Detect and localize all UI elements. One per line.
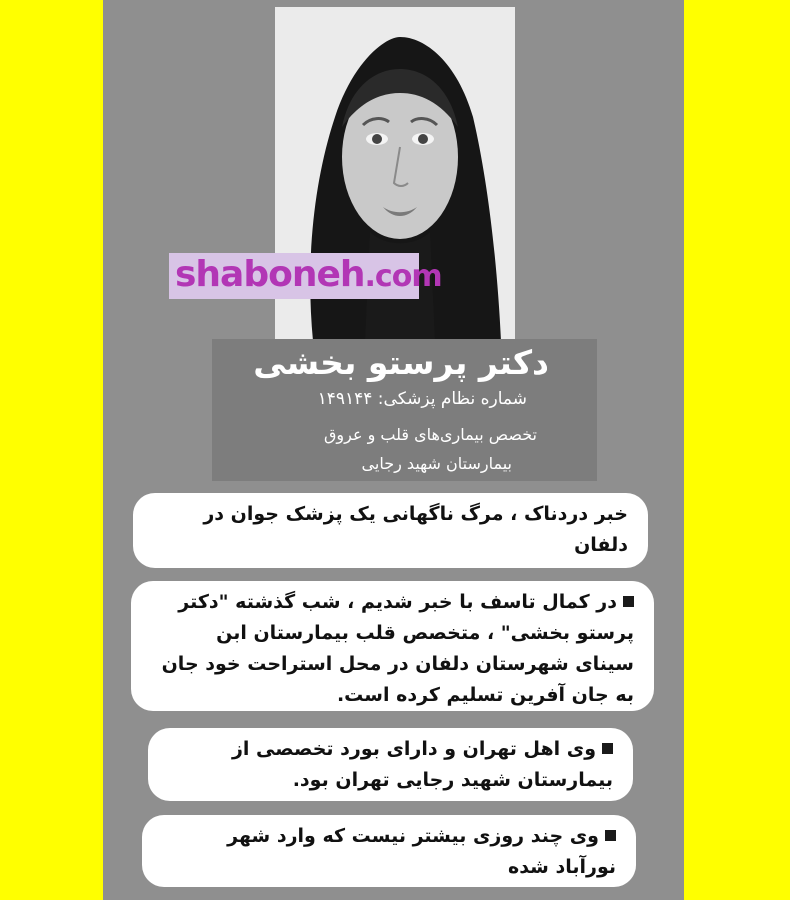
medical-council-number: شماره نظام پزشکی: ۱۴۹۱۴۴ bbox=[317, 389, 527, 409]
news-paragraph-1 bbox=[131, 581, 654, 711]
watermark-domain: .com bbox=[364, 259, 442, 294]
paragraph-3-text: وی چند روزی بیشتر نیست که وارد شهر نورآباد شده bbox=[227, 825, 616, 878]
paragraph-2-text: وی اهل تهران و دارای بورد تخصصی از بیمارستان شهید رجایی تهران بود. bbox=[231, 738, 613, 791]
doctor-name: دکتر پرستو بخشی bbox=[253, 343, 549, 382]
bullet-square-icon bbox=[623, 596, 634, 607]
watermark-brand: shaboneh bbox=[175, 254, 365, 295]
bullet-square-icon bbox=[605, 830, 616, 841]
paragraph-1-text: در کمال تاسف با خبر شدیم ، شب گذشته "دکتر پرستو بخشی" ، متخصص قلب بیمارستان ابن سینای شهرستان دلفان در محل استراحت خود جان به جان آفرین تسلیم کرده است. bbox=[161, 591, 634, 706]
watermark-shaboneh bbox=[169, 253, 442, 299]
headline-text: خبر دردناک ، مرگ ناگهانی یک پزشک جوان در دلفان bbox=[203, 503, 628, 556]
doctor-specialty: تخصص بیماری‌های قلب و عروق bbox=[324, 425, 537, 444]
news-paragraph-3 bbox=[142, 815, 636, 887]
news-headline bbox=[133, 493, 648, 568]
bullet-square-icon bbox=[602, 743, 613, 754]
doctor-info-box bbox=[212, 339, 597, 481]
news-paragraph-2 bbox=[148, 728, 633, 801]
doctor-hospital: بیمارستان شهید رجایی bbox=[361, 454, 512, 473]
